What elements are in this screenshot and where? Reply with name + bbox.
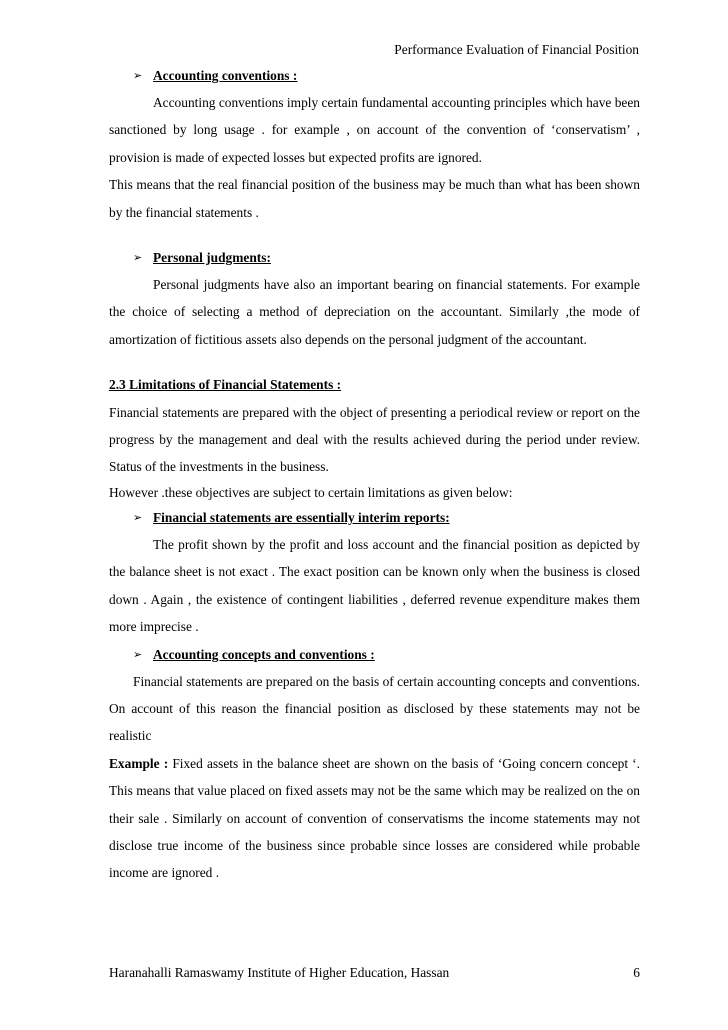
- page-footer: [109, 965, 640, 981]
- page-content: [109, 62, 640, 887]
- example-paragraph: [109, 750, 640, 887]
- paragraph: However .these objectives are subject to certain limitations as given below:: [109, 484, 513, 500]
- arrow-bullet-icon: ➢: [133, 69, 143, 82]
- paragraph: Financial statements are prepared with the object of presenting a periodical review or report on the progress by the management and deal with the results achieved during the period under review. Status of the investments in the business.: [109, 404, 640, 475]
- arrow-bullet-icon: ➢: [133, 251, 143, 265]
- bullet-heading: Accounting conventions :: [153, 68, 298, 83]
- bullet-heading: Financial statements are essentially interim reports:: [153, 509, 450, 525]
- paragraph: The profit shown by the profit and loss account and the financial position as depicted by the balance sheet is not exact . The exact position can be known only when the business is closed down . Again , the existence of contingent liabilities , deferred revenue expenditure makes them more imprecise .: [109, 536, 640, 635]
- bullet-heading: Personal judgments:: [153, 250, 271, 266]
- paragraph: This means that the real financial position of the business may be much than what has been shown by the financial statements .: [109, 177, 640, 220]
- page-number: 6: [633, 965, 640, 980]
- example-label: Example :: [109, 755, 169, 771]
- paragraph: Personal judgments have also an important bearing on financial statements. For example the choice of selecting a method of depreciation on the accountant. Similarly ,the mode of amortization of fictitious assets also depends on the personal judgment of the accountant.: [109, 277, 640, 347]
- bullet-accounting-conventions: [109, 62, 640, 89]
- arrow-bullet-icon: ➢: [133, 510, 143, 524]
- section-heading: 2.3 Limitations of Financial Statements :: [109, 377, 342, 393]
- example-text: Fixed assets in the balance sheet are shown on the basis of ‘Going concern concept ‘. This means that value placed on fixed assets may not be the same which may be realized on the on their sale . Similarly on account of convention of conservatisms the income statements may not disclose true income of the business since probable since losses are considered while probable income are ignored .: [109, 755, 640, 881]
- page-header: Performance Evaluation of Financial Position: [394, 42, 639, 57]
- footer-institute: Haranahalli Ramaswamy Institute of Higher Education, Hassan: [109, 965, 450, 980]
- bullet-interim-reports: [109, 504, 640, 531]
- bullet-accounting-concepts: [109, 641, 640, 668]
- paragraph: Accounting conventions imply certain fundamental accounting principles which have been sanctioned by long usage . for example , on account of the convention of ‘conservatism’ , provision is made of expected losses but expected profits are ignored.: [109, 95, 640, 165]
- bullet-personal-judgments: [109, 244, 640, 271]
- bullet-heading: Accounting concepts and conventions :: [153, 646, 375, 662]
- arrow-bullet-icon: ➢: [133, 647, 143, 661]
- paragraph: Financial statements are prepared on the basis of certain accounting concepts and conventions. On account of this reason the financial position as disclosed by these statements may not be realistic: [109, 673, 640, 744]
